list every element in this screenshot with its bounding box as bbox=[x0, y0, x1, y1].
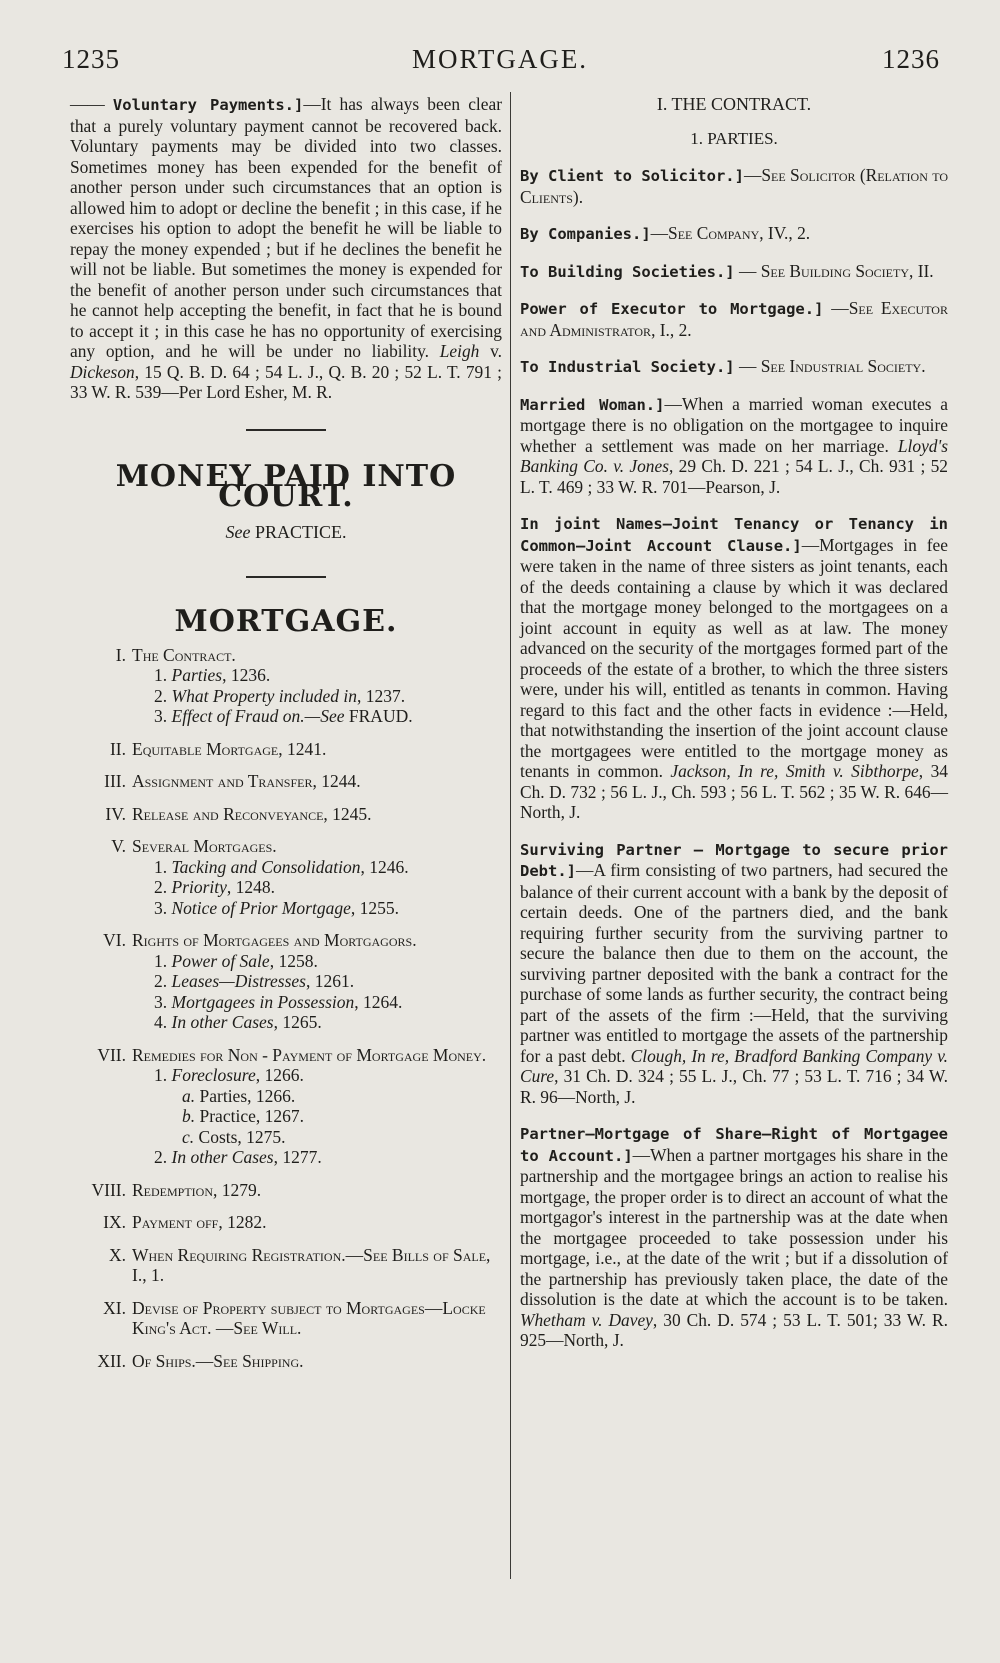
toc-section-title: Remedies for Non - Payment of Mortgage Money. bbox=[132, 1044, 487, 1065]
toc-section-heading bbox=[70, 1180, 502, 1201]
column-divider bbox=[510, 92, 511, 1579]
entry-heading: To Building Societies.] bbox=[520, 262, 735, 281]
toc-subentry-page: , 1265. bbox=[273, 1012, 322, 1032]
toc-section bbox=[70, 1245, 502, 1286]
case-name: Leigh bbox=[439, 341, 480, 361]
toc-section-title: Rights of Mortgagees and Mortgagors. bbox=[132, 930, 417, 950]
see-label: See bbox=[225, 521, 251, 542]
money-paid-title: MONEY PAID INTO COURT. bbox=[115, 458, 457, 514]
toc-section bbox=[70, 1180, 502, 1201]
toc-section-heading bbox=[70, 1045, 502, 1066]
toc-subentry-title: Power of Sale bbox=[171, 950, 270, 971]
entry-industrial-society bbox=[520, 356, 948, 378]
toc-section bbox=[70, 804, 502, 825]
toc-section-number: II. bbox=[109, 738, 126, 759]
citation: , 34 Ch. D. 732 ; 56 L. J., Ch. 593 ; 56 L. T. 562 ; 35 W. R. 646—North, J. bbox=[520, 761, 948, 822]
toc-subentry-number: 1. bbox=[154, 1065, 172, 1085]
toc-section-title: Of Ships.—See Shipping. bbox=[132, 1350, 304, 1371]
left-column bbox=[70, 94, 502, 1371]
toc-subentry bbox=[70, 1065, 502, 1086]
toc-subentry-title: What Property included in bbox=[171, 685, 357, 706]
toc-subentry bbox=[70, 1127, 502, 1148]
entry-heading: Power of Executor to Mortgage.] bbox=[520, 300, 824, 318]
toc-section-number: XI. bbox=[103, 1297, 126, 1318]
toc-subentry-number: b. bbox=[182, 1106, 200, 1126]
toc-subentry bbox=[70, 1086, 502, 1107]
toc-section-number: XII. bbox=[97, 1350, 126, 1371]
parties-heading: 1. PARTIES. bbox=[690, 128, 778, 148]
toc-section-number: VIII. bbox=[91, 1179, 126, 1200]
case-name: Clough, In re, Bradford Banking Company v. Cure bbox=[520, 1045, 948, 1086]
toc-section-heading bbox=[70, 645, 502, 666]
entry-heading: By Client to Solicitor.] bbox=[520, 167, 744, 185]
toc-subentry bbox=[70, 706, 502, 727]
toc-subentry-title: Tacking and Consolidation bbox=[171, 856, 361, 877]
toc-subentry-page: , 1261. bbox=[306, 971, 355, 991]
toc-section bbox=[70, 836, 502, 918]
entry-executor bbox=[520, 298, 948, 340]
citation: , 29 Ch. D. 221 ; 54 L. J., Ch. 931 ; 52 L. T. 469 ; 33 W. R. 701—Pearson, J. bbox=[520, 456, 948, 497]
toc-section-title: Release and Reconveyance, 1245. bbox=[132, 803, 372, 824]
toc-subentry-page: , 1255. bbox=[350, 897, 399, 918]
toc-subentry bbox=[70, 1147, 502, 1168]
voluntary-payments-entry bbox=[70, 94, 502, 403]
toc-section-title: Equitable Mortgage, 1241. bbox=[132, 738, 327, 759]
toc-section-heading bbox=[70, 1245, 502, 1286]
toc-subentry bbox=[70, 951, 502, 972]
toc-subentry-number: 3. bbox=[154, 991, 172, 1012]
toc-section-title: When Requiring Registration.—See Bills of Sale, I., 1. bbox=[132, 1244, 491, 1285]
entry-heading: Surviving Partner — Mortgage to secure prior Debt.] bbox=[520, 840, 948, 880]
toc-subentry-title: Priority bbox=[171, 877, 227, 897]
entry-building-societies bbox=[520, 261, 948, 283]
toc-subentry-number: 1. bbox=[154, 856, 172, 877]
toc-subentry-page: FRAUD. bbox=[344, 706, 413, 726]
entry-heading: To Industrial Society.] bbox=[520, 358, 735, 376]
toc-section-title: Assignment and Transfer, 1244. bbox=[132, 771, 361, 791]
toc-section-heading bbox=[70, 1298, 502, 1339]
case-name: Whetham v. Davey bbox=[520, 1309, 653, 1330]
toc-subentry-number: 2. bbox=[154, 1147, 172, 1167]
toc-section bbox=[70, 771, 502, 792]
toc-section bbox=[70, 1298, 502, 1339]
toc-section-heading bbox=[70, 804, 502, 825]
toc-subentry-number: 3. bbox=[154, 706, 172, 726]
toc-subentry-number: a. bbox=[182, 1085, 200, 1106]
toc-subentry-number: 2. bbox=[154, 685, 172, 706]
toc-subentry bbox=[70, 877, 502, 898]
toc-subentry-number: 1. bbox=[154, 665, 172, 685]
running-title: MORTGAGE. bbox=[411, 44, 589, 74]
toc-subentry-page: , 1264. bbox=[354, 991, 403, 1012]
case-versus: v. bbox=[479, 341, 502, 361]
toc-section-heading bbox=[70, 930, 502, 951]
entry-companies bbox=[520, 223, 948, 245]
toc-section-heading bbox=[70, 771, 502, 792]
toc-section-number: VI. bbox=[103, 930, 126, 950]
toc-subentry bbox=[70, 686, 502, 707]
toc-subentry-title: Parties bbox=[171, 665, 223, 685]
entry-text: — See Building Society, II. bbox=[734, 260, 934, 281]
toc-section-number: IX. bbox=[103, 1212, 126, 1232]
toc-subentry-page: , 1237. bbox=[357, 685, 406, 706]
toc-section-number: V. bbox=[111, 836, 126, 856]
toc-subentry-page: , 1246. bbox=[360, 856, 409, 877]
toc-subentry-title: Leases—Distresses bbox=[171, 971, 306, 991]
toc-section-title: Several Mortgages. bbox=[132, 836, 277, 856]
case-name-2: Dickeson bbox=[70, 361, 135, 382]
toc-subentry bbox=[70, 898, 502, 919]
toc-subentry-number: 2. bbox=[154, 971, 172, 991]
entry-text: —See Executor and Administrator, I., 2. bbox=[520, 298, 948, 340]
entry-text: — See Industrial Society. bbox=[734, 356, 926, 376]
toc-subentry-page: , 1266. bbox=[255, 1065, 304, 1085]
toc-subentry bbox=[70, 665, 502, 686]
toc-subentry bbox=[70, 992, 502, 1013]
entry-text: —See Company, IV., 2. bbox=[650, 223, 811, 243]
case-name: Jackson, In re, Smith v. Sibthorpe bbox=[670, 761, 919, 781]
toc-subentry-title: Foreclosure bbox=[171, 1065, 256, 1085]
toc-subentry-number: 1. bbox=[154, 950, 172, 971]
contract-heading: I. THE CONTRACT. bbox=[656, 94, 812, 114]
entry-partner-mortgage-share bbox=[520, 1123, 948, 1351]
toc-subentry-page: , 1258. bbox=[269, 950, 318, 971]
toc-subentry bbox=[70, 857, 502, 878]
toc-subentry-page: Costs, 1275. bbox=[198, 1126, 286, 1147]
table-of-contents bbox=[70, 645, 502, 1372]
toc-subentry-title: Mortgagees in Possession bbox=[171, 991, 355, 1012]
citation: , 15 Q. B. D. 64 ; 54 L. J., Q. B. 20 ; 52 L. T. 791 ; 33 W. R. 539—Per Lord Esher, M. R. bbox=[70, 361, 502, 402]
toc-subentry bbox=[70, 971, 502, 992]
entry-heading: Partner—Mortgage of Share—Right of Mortgagee to Account.] bbox=[520, 1125, 948, 1165]
toc-subentry bbox=[70, 1012, 502, 1033]
case-name: Lloyd's Banking Co. v. Jones bbox=[520, 435, 948, 476]
money-see-line bbox=[70, 522, 502, 543]
see-reference: PRACTICE. bbox=[250, 521, 347, 542]
entry-heading: In joint Names—Joint Tenancy or Tenancy in Common—Joint Account Clause.] bbox=[520, 515, 948, 555]
toc-subentry-title: Effect of Fraud on.—See bbox=[171, 706, 345, 726]
citation: , 31 Ch. D. 324 ; 55 L. J., Ch. 77 ; 53 L. T. 716 ; 34 W. R. 96—North, J. bbox=[520, 1066, 948, 1107]
toc-section-number: III. bbox=[104, 771, 126, 791]
toc-section bbox=[70, 739, 502, 760]
toc-subentry-page: , 1236. bbox=[222, 665, 271, 685]
toc-subentry-page: , 1248. bbox=[226, 877, 276, 897]
entry-text: —When a partner mortgages his share in the partnership and the mortgagee brings an action to realise his mortgage, the proper order is to direct an account of what the mortgagor's interest in the partnership was at the date when the mortgagee proceeded to take possession under his mortgage, i.e., at the date of the writ ; but if a dissolution of the partnership has previously taken place, the date of the dissolution is the date at which the account is to be taken. bbox=[520, 1144, 948, 1309]
toc-subentry-title: Notice of Prior Mortgage bbox=[171, 897, 351, 918]
toc-section-title: Payment off, 1282. bbox=[132, 1212, 267, 1232]
toc-subentry-title: In other Cases bbox=[171, 1147, 274, 1167]
mortgage-title: MORTGAGE. bbox=[174, 604, 398, 639]
toc-section bbox=[70, 645, 502, 727]
entry-text: —Mortgages in fee were taken in the name of three sisters as joint tenants, each of the deeds containing a clause by which it was declared that the mortgage money belonged to the mortgagees on a joint account in equity as well as at law. The money advanced on the security of the mortgages formed part of the proceeds of the estate of a brother, to which the three sisters were, under his will, entitled as tenants in common. Having regard to this fact and the other facts in evidence :—Held, that notwithstanding the insertion of the joint account clause the mortgagees were entitled to the mortgage money as tenants in common. bbox=[520, 534, 948, 781]
toc-section-number: X. bbox=[108, 1244, 126, 1265]
citation: , 30 Ch. D. 574 ; 53 L. T. 501; 33 W. R. 925—North, J. bbox=[520, 1309, 948, 1350]
left-page-number: 1235 bbox=[62, 44, 120, 74]
toc-subentry-page: Parties, 1266. bbox=[199, 1085, 296, 1106]
toc-section bbox=[70, 1351, 502, 1372]
toc-section bbox=[70, 1045, 502, 1168]
entry-text: —When a married woman executes a mortgage there is no obligation on the mortgagee to inquire whether a settlement was made on her marriage. bbox=[520, 393, 948, 456]
toc-section-title: Devise of Property subject to Mortgages—Locke King's Act. —See Will. bbox=[132, 1297, 486, 1338]
toc-section bbox=[70, 930, 502, 1033]
toc-subentry-page: Practice, 1267. bbox=[199, 1106, 304, 1126]
toc-subentry bbox=[70, 1106, 502, 1127]
toc-section-number: I. bbox=[115, 644, 126, 665]
entry-text: —See Solicitor (Relation to Clients). bbox=[520, 165, 949, 207]
toc-section-title: The Contract. bbox=[132, 644, 236, 665]
toc-section-heading bbox=[70, 1212, 502, 1233]
entry-married-woman bbox=[520, 394, 948, 498]
toc-section-heading bbox=[70, 739, 502, 760]
toc-section-number: VII. bbox=[97, 1044, 126, 1065]
entry-text: —It has always been clear that a purely voluntary payment cannot be recovered back. Voluntary payments may be divided into two classes. Sometimes money has been expended for the benefit of another person under such circumstances that an option is allowed him to adopt or decline the benefit ; in this case, if he exercises his option to adopt the benefit he will be liable to repay the money expended ; but if he declines the benefit he will not be liable. But sometimes the money is expended for the benefit of another person under such circumstances that he cannot help accepting the benefit, in fact that he is bound to accept it ; in this case he has no opportunity of exercising any option, and he will be under no liability. bbox=[70, 94, 502, 361]
entry-dash: —— bbox=[70, 94, 105, 114]
toc-subentry-number: 4. bbox=[154, 1012, 172, 1032]
entry-surviving-partner bbox=[520, 839, 948, 1108]
entry-heading: Voluntary Payments.] bbox=[112, 96, 304, 114]
toc-section-heading bbox=[70, 1351, 502, 1372]
toc-section-title: Redemption, 1279. bbox=[132, 1179, 262, 1200]
entry-heading: Married Woman.] bbox=[520, 395, 665, 414]
toc-subentry-number: 3. bbox=[154, 897, 172, 918]
toc-subentry-page: , 1277. bbox=[273, 1147, 322, 1167]
toc-section bbox=[70, 1212, 502, 1233]
toc-section-heading bbox=[70, 836, 502, 857]
entry-joint-names bbox=[520, 513, 948, 823]
entry-client-solicitor bbox=[520, 165, 948, 207]
toc-subentry-number: 2. bbox=[154, 877, 172, 897]
entry-text: —A firm consisting of two partners, had secured the balance of their current account with a bank by the deposit of certain deeds. One of the partners died, and the bank requiring further security from the surviving partner to secure the balance then due to them on the account, the surviving partner deposited with the bank a contract for the purchase of some lands as further security, the contract being part of the assets of the firm :—Held, that the surviving partner was entitled to mortgage the assets of the partnership for a past debt. bbox=[520, 860, 948, 1066]
right-column bbox=[520, 94, 948, 1351]
right-page-number: 1236 bbox=[882, 44, 940, 74]
entry-heading: By Companies.] bbox=[520, 225, 651, 243]
toc-subentry-number: c. bbox=[182, 1126, 199, 1147]
toc-section-number: IV. bbox=[105, 803, 126, 824]
toc-subentry-title: In other Cases bbox=[171, 1012, 274, 1032]
